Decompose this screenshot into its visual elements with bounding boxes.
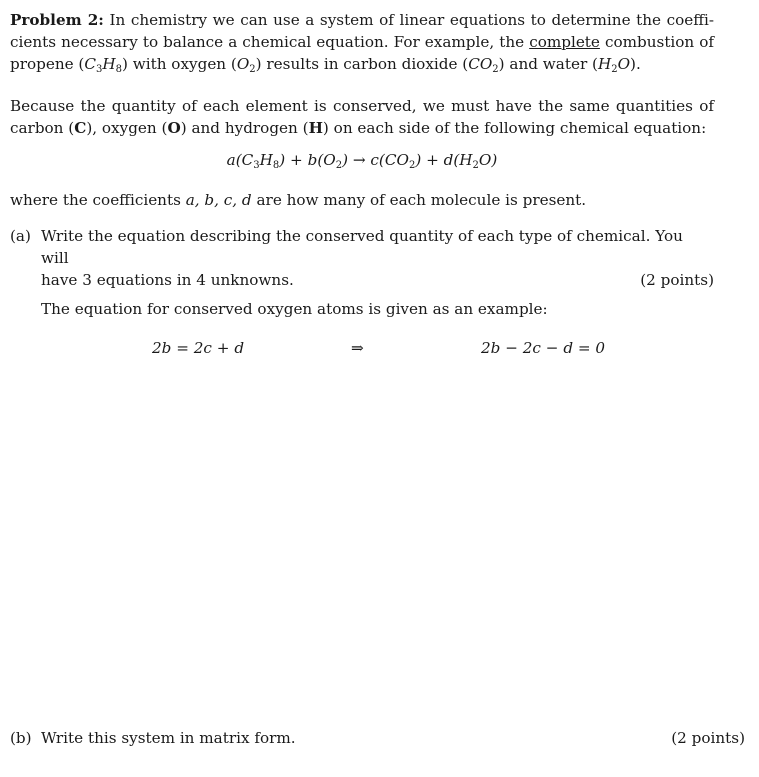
example-equations xyxy=(41,337,714,361)
implies-arrow: ⇒ xyxy=(351,339,364,357)
conserve-line-1: Because the quantity of each element is conserved, we must have the same quantities of xyxy=(10,97,714,115)
part-b xyxy=(10,727,745,749)
intro-line-1: In chemistry we can use a system of linear equations to determine the coeffi- xyxy=(109,11,714,29)
oxygen-symbol: O xyxy=(167,119,181,137)
part-a-points: (2 points) xyxy=(640,271,714,289)
intro-line-2a: cients necessary to balance a chemical equation. For example, the xyxy=(10,33,525,51)
carbon-symbol: C xyxy=(74,119,87,137)
intro-end: ). xyxy=(630,55,641,73)
part-a-line-1: Write the equation describing the conserved quantity of each type of chemical. You will xyxy=(41,227,683,267)
propene-formula: $C_3H_8$ xyxy=(84,55,122,75)
problem-intro xyxy=(10,9,714,75)
conservation-paragraph xyxy=(10,95,714,139)
part-a-example-text: The equation for conserved oxygen atoms is given as an example: xyxy=(41,300,548,318)
part-a-marker: (a) xyxy=(10,227,31,245)
intro-line-3a: propene ( xyxy=(10,55,85,73)
problem-label: Problem 2: xyxy=(10,11,104,29)
where-text-a: where the coefficients xyxy=(10,191,181,209)
conserve-line-2c: ) and hydrogen ( xyxy=(180,119,309,137)
where-text-b: are how many of each molecule is present. xyxy=(256,191,587,209)
coefficient-list: a, b, c, d xyxy=(185,191,252,209)
and-water-text: ) and water ( xyxy=(498,55,598,73)
co2-formula: $CO_2$ xyxy=(468,55,499,75)
example-equation-right: 2b − 2c − d = 0 xyxy=(481,339,606,357)
results-in-text: ) results in carbon dioxide ( xyxy=(255,55,469,73)
with-oxygen-text: ) with oxygen ( xyxy=(121,55,237,73)
problem-statement xyxy=(10,9,714,361)
chemical-equation: $a(C_3H_8) + b(O_2) \to c(CO_2) + d(H_2O)$ xyxy=(226,151,498,171)
part-a xyxy=(10,225,714,361)
part-b-row xyxy=(41,727,745,749)
hydrogen-symbol: H xyxy=(308,119,323,137)
conserve-line-2d: ) on each side of the following chemical equation: xyxy=(322,119,707,137)
part-a-line-2: have 3 equations in 4 unknowns. xyxy=(41,271,294,289)
conserve-line-2b: ), oxygen ( xyxy=(86,119,168,137)
where-sentence xyxy=(10,189,714,211)
example-equation-left: 2b = 2c + d xyxy=(152,339,245,357)
complete-word: complete xyxy=(529,33,600,51)
oxygen-formula: $O_2$ xyxy=(236,55,256,75)
water-formula: $H_2O$ xyxy=(597,55,631,75)
part-a-line-2-row xyxy=(41,269,714,291)
part-b-points: (2 points) xyxy=(671,729,745,747)
conserve-line-2a: carbon ( xyxy=(10,119,75,137)
part-b-text: Write this system in matrix form. xyxy=(41,729,296,747)
part-b-marker: (b) xyxy=(10,729,32,747)
intro-line-2b: combustion of xyxy=(604,33,715,51)
